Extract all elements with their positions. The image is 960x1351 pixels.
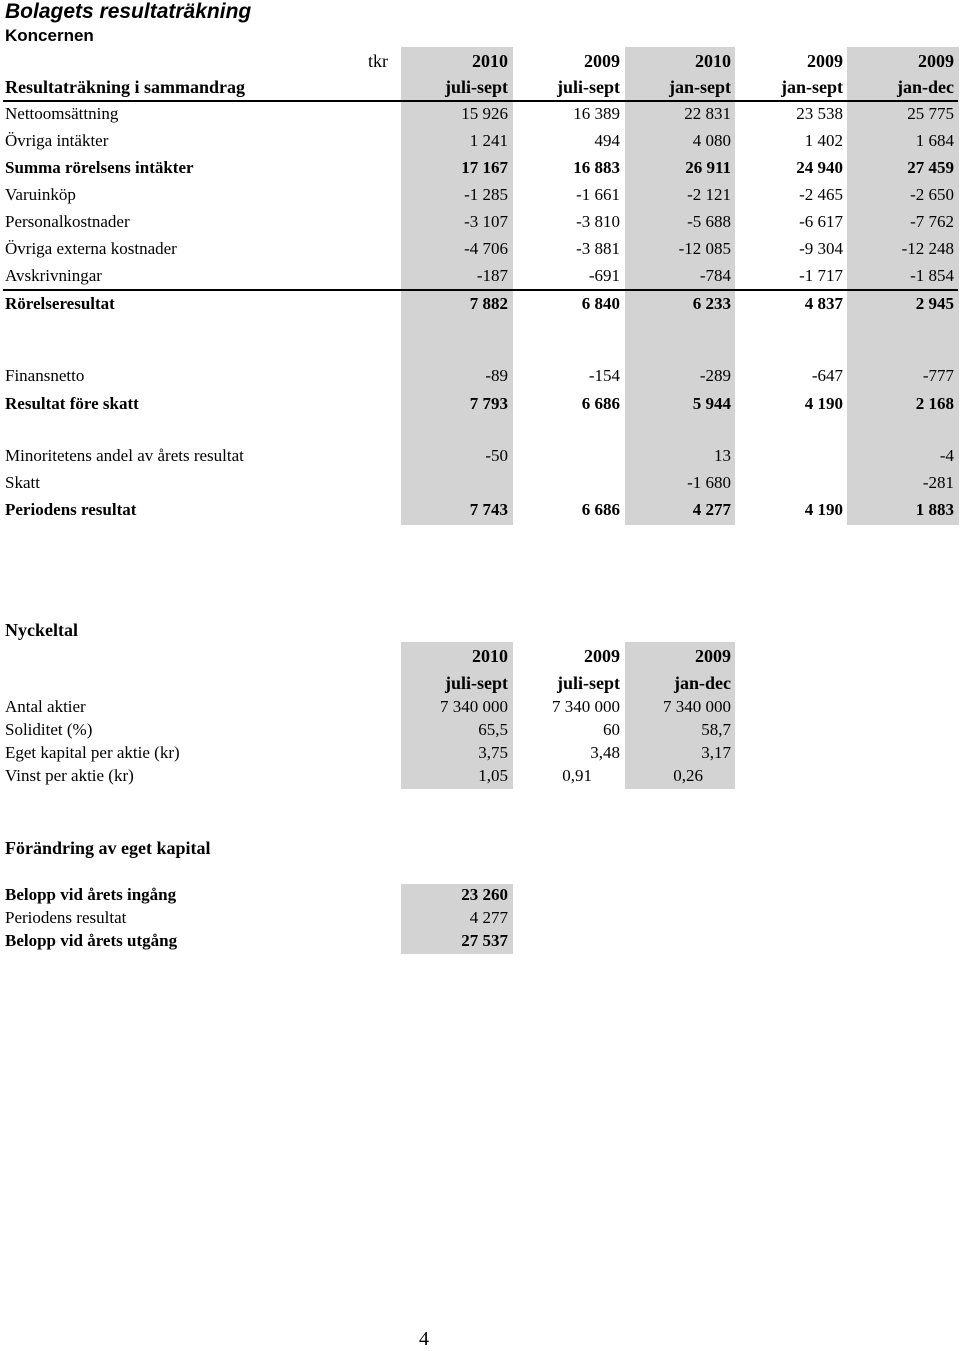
column-year-header: 2009 <box>807 51 843 71</box>
equity-row-label: Belopp vid årets utgång <box>5 931 178 950</box>
equity-row-label: Periodens resultat <box>5 908 127 927</box>
keyfigure-label: Vinst per aktie (kr) <box>5 766 134 785</box>
row-value: 5 944 <box>692 394 731 413</box>
row-value: 1 241 <box>469 131 508 150</box>
row-value: 6 233 <box>692 294 731 313</box>
keyfigures-section-label: Nyckeltal <box>5 620 78 640</box>
income-section-label: Resultaträkning i sammandrag <box>5 77 246 97</box>
column-period-header: juli-sept <box>557 77 620 97</box>
keyfigure-value: 0,26 <box>673 766 703 785</box>
row-label: Finansnetto <box>5 366 85 385</box>
row-value: -50 <box>485 446 508 465</box>
row-value: 1 883 <box>915 500 954 519</box>
keyfigure-value: 7 340 000 <box>552 697 620 716</box>
shade-col-2010-julisept-lower <box>401 315 513 525</box>
row-label: Varuinköp <box>5 185 76 204</box>
row-value: 26 911 <box>685 158 731 177</box>
row-label: Nettoomsättning <box>5 104 119 123</box>
equity-row-label: Belopp vid årets ingång <box>5 885 177 904</box>
row-value: 23 538 <box>796 104 843 123</box>
row-label: Skatt <box>5 473 40 492</box>
row-value: -1 717 <box>799 266 843 285</box>
keyfigure-label: Eget kapital per aktie (kr) <box>5 743 180 762</box>
row-value: 4 277 <box>692 500 731 519</box>
rorelseresultat-overline <box>3 289 958 291</box>
row-value: -647 <box>811 366 843 385</box>
page-title: Bolagets resultaträkning <box>5 0 252 23</box>
row-value: 7 882 <box>469 294 508 313</box>
keyfigure-value: 0,91 <box>562 766 592 785</box>
keyfigure-value: 65,5 <box>478 720 508 739</box>
row-label: Övriga externa kostnader <box>5 239 177 258</box>
row-value: -9 304 <box>799 239 843 258</box>
row-value: -281 <box>922 473 954 492</box>
row-value: -1 285 <box>464 185 508 204</box>
column-year-header: 2009 <box>695 646 731 666</box>
row-label: Minoritetens andel av årets resultat <box>5 446 244 465</box>
row-value: -4 <box>939 446 954 465</box>
row-value: -12 248 <box>901 239 954 258</box>
row-value: 24 940 <box>796 158 843 177</box>
row-value: -3 881 <box>576 239 620 258</box>
row-value: -154 <box>588 366 620 385</box>
column-year-header: 2009 <box>584 646 620 666</box>
row-value: -3 107 <box>464 212 508 231</box>
row-value: 1 684 <box>915 131 954 150</box>
row-value: -5 688 <box>687 212 731 231</box>
row-value: 6 686 <box>581 500 620 519</box>
page-number: 4 <box>419 1328 429 1350</box>
row-value: -1 680 <box>687 473 731 492</box>
equity-section-label: Förändring av eget kapital <box>5 838 211 858</box>
column-period-header: juli-sept <box>445 77 508 97</box>
row-label: Summa rörelsens intäkter <box>5 158 194 177</box>
row-value: -187 <box>476 266 508 285</box>
keyfigure-value: 7 340 000 <box>440 697 508 716</box>
header-underline <box>3 100 958 102</box>
keyfigure-value: 3,75 <box>478 743 508 762</box>
row-value: -1 854 <box>910 266 954 285</box>
row-value: 17 167 <box>461 158 508 177</box>
row-value: 2 945 <box>915 294 954 313</box>
row-value: -2 650 <box>910 185 954 204</box>
unit-label: tkr <box>368 51 388 71</box>
row-value: -12 085 <box>678 239 731 258</box>
keyfigure-label: Soliditet (%) <box>5 720 93 739</box>
row-value: 4 837 <box>804 294 843 313</box>
row-label: Övriga intäkter <box>5 131 109 150</box>
row-value: -6 617 <box>799 212 843 231</box>
keyfigure-value: 1,05 <box>478 766 508 785</box>
column-period-header: jan-sept <box>781 77 843 97</box>
row-value: 22 831 <box>684 104 731 123</box>
column-year-header: 2010 <box>472 51 508 71</box>
row-value: 2 168 <box>915 394 954 413</box>
keyfigure-value: 7 340 000 <box>663 697 731 716</box>
row-value: 6 840 <box>581 294 620 313</box>
column-period-header: jan-dec <box>674 673 731 693</box>
row-value: 4 080 <box>692 131 731 150</box>
keyfigure-label: Antal aktier <box>5 697 86 716</box>
keyfigure-value: 3,48 <box>590 743 620 762</box>
row-value: -289 <box>699 366 731 385</box>
row-value: 4 190 <box>804 500 843 519</box>
keyfigure-value: 60 <box>603 720 620 739</box>
page-subtitle: Koncernen <box>5 26 94 45</box>
row-label: Resultat före skatt <box>5 394 139 413</box>
row-value: -3 810 <box>576 212 620 231</box>
row-value: 6 686 <box>581 394 620 413</box>
keyfigure-value: 3,17 <box>701 743 731 762</box>
keyfigure-value: 58,7 <box>701 720 731 739</box>
equity-row-value: 27 537 <box>461 931 508 950</box>
column-period-header: jan-dec <box>897 77 954 97</box>
column-period-header: juli-sept <box>557 673 620 693</box>
row-value: 7 793 <box>469 394 508 413</box>
column-year-header: 2010 <box>472 646 508 666</box>
row-value: -691 <box>588 266 620 285</box>
row-value: 13 <box>714 446 731 465</box>
row-value: 7 743 <box>469 500 508 519</box>
equity-row-value: 4 277 <box>469 908 508 927</box>
row-value: -89 <box>485 366 508 385</box>
row-value: -7 762 <box>910 212 954 231</box>
row-label: Personalkostnader <box>5 212 130 231</box>
row-value: -1 661 <box>576 185 620 204</box>
row-value: 1 402 <box>804 131 843 150</box>
row-value: -2 121 <box>687 185 731 204</box>
row-label: Rörelseresultat <box>5 294 115 313</box>
row-label: Avskrivningar <box>5 266 102 285</box>
row-value: 15 926 <box>461 104 508 123</box>
row-value: -777 <box>922 366 954 385</box>
row-value: 25 775 <box>907 104 954 123</box>
column-year-header: 2009 <box>584 51 620 71</box>
row-value: -784 <box>699 266 731 285</box>
row-value: 27 459 <box>907 158 954 177</box>
column-period-header: juli-sept <box>445 673 508 693</box>
row-value: 494 <box>594 131 620 150</box>
column-year-header: 2009 <box>918 51 954 71</box>
row-value: 4 190 <box>804 394 843 413</box>
row-label: Periodens resultat <box>5 500 137 519</box>
row-value: -2 465 <box>799 185 843 204</box>
row-value: 16 389 <box>573 104 620 123</box>
column-year-header: 2010 <box>695 51 731 71</box>
equity-row-value: 23 260 <box>461 885 508 904</box>
row-value: 16 883 <box>573 158 620 177</box>
column-period-header: jan-sept <box>669 77 731 97</box>
row-value: -4 706 <box>464 239 508 258</box>
